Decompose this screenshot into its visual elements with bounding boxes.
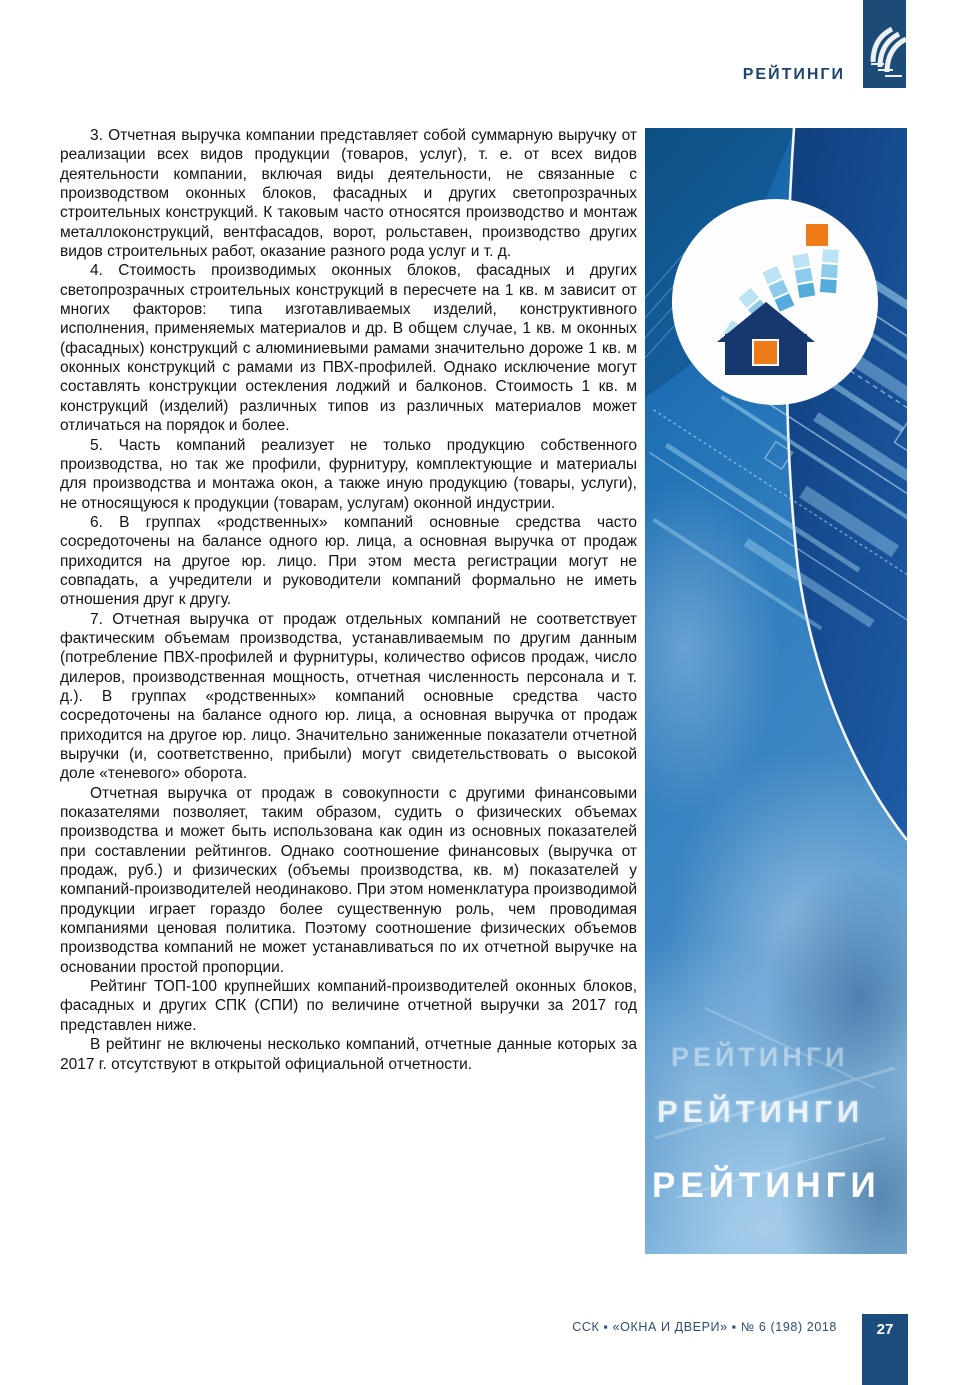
- page-number: 27: [876, 1321, 894, 1338]
- triple-swoosh-icon: [863, 0, 906, 88]
- section-header-label: РЕЙТИНГИ: [742, 66, 845, 83]
- paragraph: Рейтинг ТОП-100 крупнейших компаний-производителей оконных блоков, фасадных и других СПК (СПИ) по величине отчетной выручки за 2017 год представлен ниже.: [60, 978, 637, 1034]
- watermark-text: РЕЙТИНГИ: [652, 1166, 881, 1205]
- paragraph: 6. В группах «родственных» компаний основные средства часто сосредоточены на балансе одного юр. лица, а основная выручка от продаж приходится на другое юр. лицо. При этом места регистрации могут не совпадать, а учредители и руководители компаний формально не иметь отношения друг к другу.: [60, 513, 637, 609]
- page-number-badge: [862, 1314, 908, 1385]
- paragraph: В рейтинг не включены несколько компаний, отчетные данные которых за 2017 г. отсутствуют в открытой официальной отчетности.: [60, 1036, 637, 1073]
- footer-imprint: ССК ▪ «ОКНА И ДВЕРИ» ▪ № 6 (198) 2018: [572, 1320, 837, 1334]
- paragraph: Отчетная выручка от продаж в совокупности с другими финансовыми показателями позволяет, таким образом, судить о физических объемах производства и может быть использована как один из основных показателей при составлении рейтингов. Однако соотношение финансовых (выручка от продаж, руб.) и физических (объемы производства, кв. м) показателей у компаний-производителей неодинаково. При этом номенклатура производимой продукции играет гораздо более существенную роль, чем проводимая компаниями ценовая политика. Поэтому соотношение физических объемов производства компаний не может устанавливаться по их отчетной выручке на основании простой пропорции.: [60, 784, 637, 976]
- orange-window-icon: [753, 340, 778, 365]
- paragraph: 3. Отчетная выручка компании представляет собой суммарную выручку от реализации всех видов продукции (товаров, услуг), т. е. от всех видов деятельности компании, включая виды деятельности, не связанные с производством оконных блоков, фасадных и других светопрозрачных строительных конструкций. К таковым часто относятся производство и монтаж металлоконструкций, вентфасадов, ворот, рольставен, производство других видов строительных работ, оказание разного рода услуг и т. д.: [60, 127, 637, 261]
- watermark-text: РЕЙТИНГИ: [671, 1042, 849, 1072]
- sidebar-illustration: [645, 128, 907, 1254]
- paragraph: 5. Часть компаний реализует не только продукцию собственного производства, но так же профили, фурнитуру, комплектующие и материалы для производства и монтажа окон, а также иную продукцию (товары, услуги), не относящуюся к продукции (товарам, услугам) оконной индустрии.: [60, 436, 637, 512]
- circle-emblem: [672, 199, 878, 405]
- paragraph: 7. Отчетная выручка от продаж отдельных компаний не соответствует фактическим объемам производства, устанавливаемым по другим данным (потребление ПВХ-профилей и фурнитуры, количество офисов продаж, число дилеров, производственная мощность, отчетная численность персонала и т. д.). В группах «родственных» компаний основные средства часто сосредоточены на балансе одного юр. лица, а основная выручка от продаж приходится на другое юр. лицо. Значительно заниженные показатели отчетной выручки (и, соответственно, прибыли) могут свидетельствовать о высокой доле «теневого» оборота.: [60, 610, 637, 783]
- orange-square-icon: [806, 224, 828, 246]
- article-text: [60, 126, 637, 1074]
- publisher-logo: [863, 0, 906, 88]
- watermark-text: РЕЙТИНГИ: [657, 1094, 865, 1129]
- paragraph: 4. Стоимость производимых оконных блоков, фасадных и других светопрозрачных строительных конструкций в пересчете на 1 кв. м зависит от многих факторов: типа изготавливаемых изделий, конструктивного исполнения, применяемых материалов и др. В общем случае, 1 кв. м оконных (фасадных) конструкций с алюминиевыми рамами значительно дороже 1 кв. м оконных конструкций с рамами из ПВХ-профилей. Однако исключение могут составлять конструкции остекления лоджий и балконов. Стоимость 1 кв. м конструкций (изделий) различных типов из различных материалов может отличаться на порядок и более.: [60, 262, 637, 435]
- blueprint-artwork: [645, 128, 907, 1254]
